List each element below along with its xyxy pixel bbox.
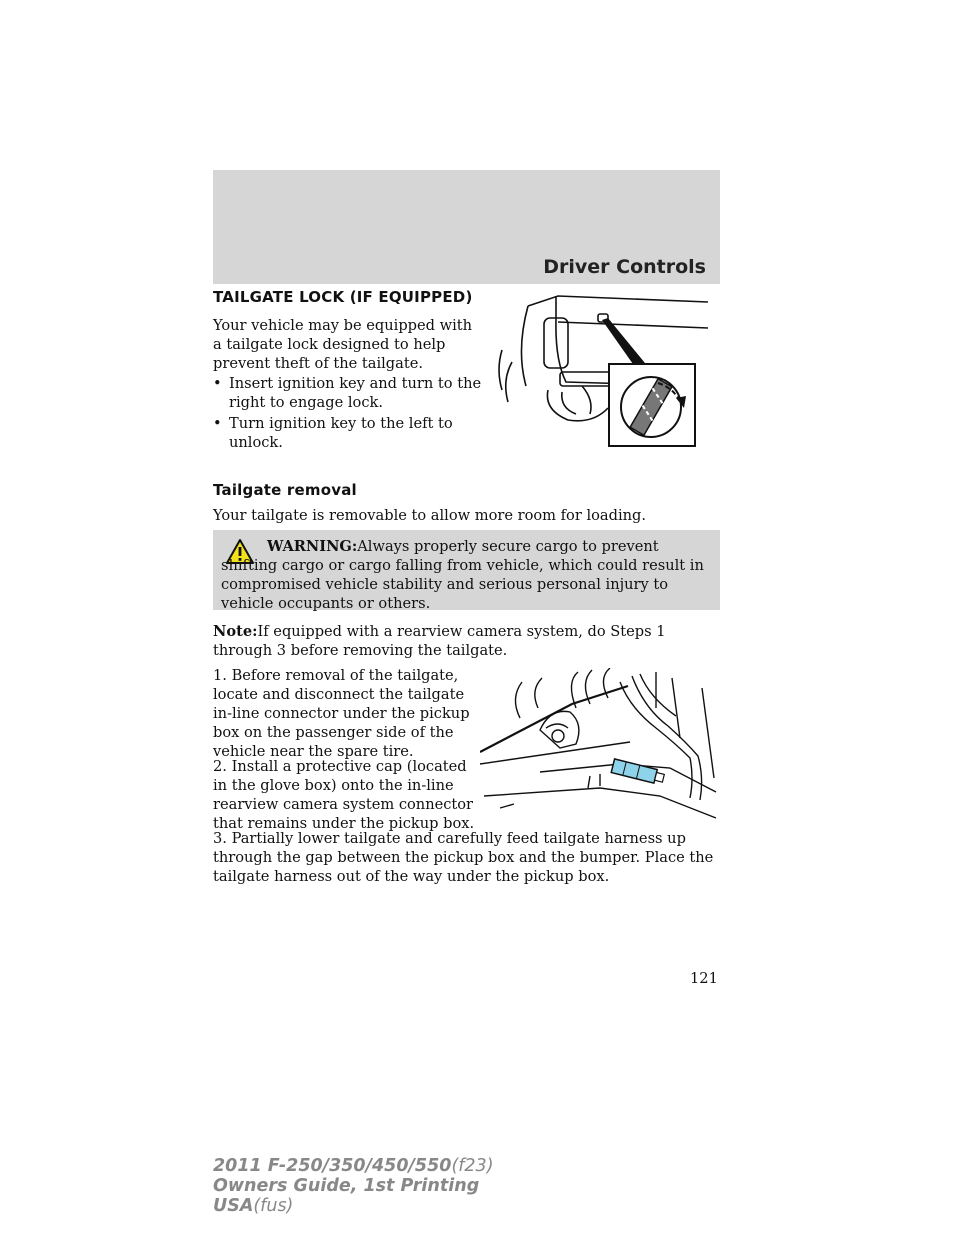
warning-text (221, 537, 706, 613)
tailgate-removal-intro: Your tailgate is removable to allow more room for loading. (213, 507, 647, 524)
section-header-band (213, 170, 720, 284)
note-label: Note: (213, 623, 258, 640)
warning-label: WARNING: (267, 538, 358, 555)
footer-region-line: USA(fus) (213, 1196, 294, 1216)
bullet-item: • Turn ignition key to the left to unlock. (213, 414, 483, 452)
bullet-text: Turn ignition key to the left to unlock. (229, 415, 453, 451)
connector-illustration (480, 668, 720, 830)
bullet-item: • Insert ignition key and turn to the right to engage lock. (213, 375, 482, 411)
step-3 (213, 829, 720, 886)
tailgate-lock-heading: TAILGATE LOCK (IF EQUIPPED) (213, 288, 473, 306)
page-number: 121 (690, 970, 718, 987)
bullet-text: Insert ignition key and turn to the right to engage lock. (229, 375, 482, 411)
footer-model-line: 2011 F-250/350/450/550(f23) (213, 1156, 494, 1176)
note-paragraph (213, 622, 720, 660)
footer-guide-line: Owners Guide, 1st Printing (213, 1176, 480, 1196)
tailgate-lock-illustration (498, 290, 708, 450)
tailgate-lock-intro: Your vehicle may be equipped with a tailgate lock designed to help prevent theft of the tailgate. (213, 317, 473, 372)
section-title: Driver Controls (543, 256, 706, 278)
warning-body: Always properly secure cargo to prevent shifting cargo or cargo falling from vehicle, which could result in compromised vehicle stability and serious personal injury to vehicle occupants or others. (221, 538, 704, 612)
warning-box (213, 530, 720, 610)
footer (213, 1156, 494, 1216)
step-1: 1. Before removal of the tailgate, locate and disconnect the tailgate in-line connector under the pickup box on the passenger side of the vehicle near the spare tire. (213, 667, 470, 760)
step-2: 2. Install a protective cap (located in the glove box) onto the in-line rearview camera system connector that remains under the pickup box. (213, 758, 475, 832)
note-body: If equipped with a rearview camera system, do Steps 1 through 3 before removing the tailgate. (213, 623, 666, 659)
step-3-text: 3. Partially lower tailgate and carefully feed tailgate harness up through the gap between the pickup box and the bumper. Place the tailgate harness out of the way under the pickup box. (213, 830, 714, 885)
tailgate-removal-heading: Tailgate removal (213, 481, 357, 499)
